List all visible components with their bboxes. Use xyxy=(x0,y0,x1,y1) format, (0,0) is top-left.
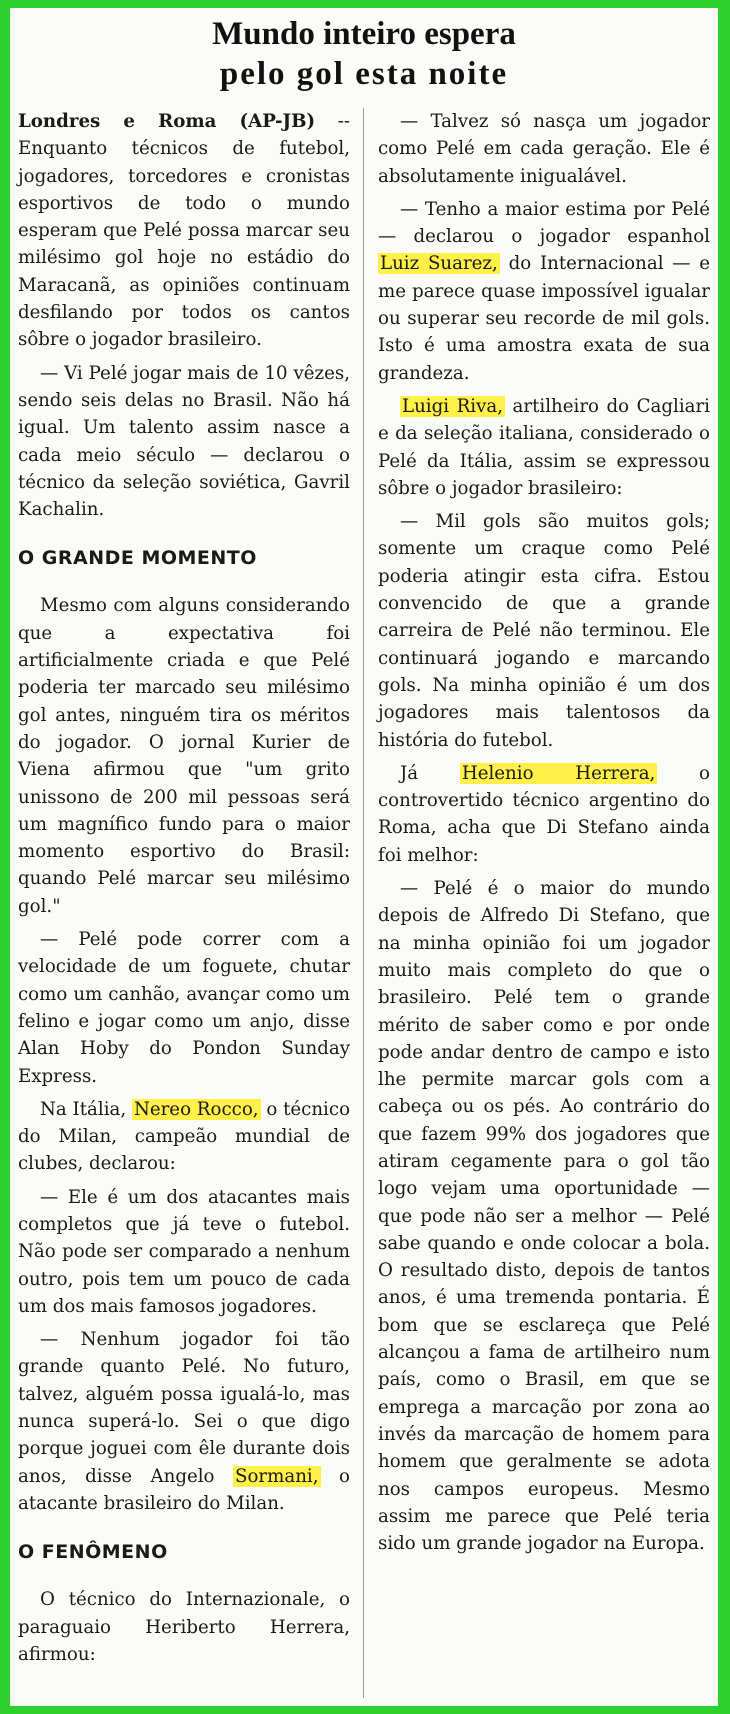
highlighted-name: Sormani, xyxy=(235,1465,319,1487)
paragraph-text: o controvertido técnico argentino do Roma, acha que Di Stefano ainda foi melhor: xyxy=(378,762,710,866)
paragraph-text: Já xyxy=(400,762,419,784)
paragraph: — Pelé é o maior do mundo depois de Alfredo Di Stefano, que na minha opinião foi um jogador muito mais completo do que o brasileiro. Pelé tem o grande mérito de saber como e por onde pode andar dentro de campo e isto lhe permite marcar gols com a cabeça ou os pés. Ao contrário do que fazem 99% dos jogadores que atiram cegamente para o gol tão logo vejam uma oportunidade — que pode não ser a melhor — Pelé sabe quando e onde colocar a bola. O resultado disto, depois de tantos anos, é uma tremenda pontaria. É bom que se esclareça que Pelé alcançou a fama de artilheiro num país, como o Brasil, em que se emprega a marcação por zona ao invés da marcação de homem para homem que geralmente se adota nos campos europeus. Mesmo assim me parece que Pelé teria sido um grande jogador na Europa. xyxy=(378,878,710,1555)
dateline: Londres e Roma (AP-JB) xyxy=(18,111,316,132)
paragraph xyxy=(18,108,350,354)
headline xyxy=(10,14,718,94)
paragraph: — Pelé pode correr com a velocidade de um foguete, chutar como um canhão, avançar como um felino e jogar como um anjo, disse Alan Hoby do Pondon Sunday Express. xyxy=(18,929,350,1087)
column-divider xyxy=(363,108,364,1698)
highlighted-name: Luiz Suarez, xyxy=(380,253,498,275)
paragraph-text: Na Itália, xyxy=(40,1098,127,1120)
section-heading: O FENÔMENO xyxy=(18,1541,168,1564)
headline-line-1: Mundo inteiro espera xyxy=(212,16,516,52)
newspaper-clipping xyxy=(10,8,718,1706)
highlighted-name: Luigi Riva, xyxy=(402,395,504,417)
paragraph-text: — Tenho a maior estima por Pelé — declarou o jogador espanhol xyxy=(378,198,710,248)
paragraph-text: do Internacional — e me parece quase impossível igualar ou superar seu recorde de mil gols. Isto é uma amostra exata de sua grandeza. xyxy=(378,253,710,384)
paragraph: Mesmo com alguns considerando que a expectativa foi artificialmente criada e que Pelé poderia ter marcado seu milésimo gol antes, ninguém tira os méritos do jogador. O jornal Kurier de Viena afirmou que "um grito unissono de 200 mil pessoas será um magnífico fundo para o maior momento esportivo do Brasil: quando Pelé marcar seu milésimo gol." xyxy=(18,595,350,917)
paragraph xyxy=(18,1326,350,1517)
paragraph-text: artilheiro do Cagliari e da seleção italiana, considerado o Pelé da Itália, assim se expressou sôbre o jogador brasileiro: xyxy=(378,395,710,499)
paragraph xyxy=(378,196,710,387)
paragraph-text: — Nenhum jogador foi tão grande quanto Pelé. No futuro, talvez, alguém possa igualá-lo, mas nunca superá-lo. Sei o que digo porque joguei com êle durante dois anos, disse Angelo xyxy=(18,1329,350,1487)
highlighted-name: Helenio Herrera, xyxy=(461,762,656,784)
paragraph: — Vi Pelé jogar mais de 10 vêzes, sendo seis delas no Brasil. Não há igual. Um talento assim nasce a cada meio século — declarou o técnico da seleção soviética, Gavril Kachalin. xyxy=(18,362,350,521)
paragraph: — Mil gols são muitos gols; somente um craque como Pelé poderia atingir esta cifra. Estou convencido de que a grande carreira de Pelé não terminou. Ele continuará jogando e marcando gols. Na minha opinião é um dos jogadores mais talentosos da história do futebol. xyxy=(378,511,710,751)
paragraph-text: -- Enquanto técnicos de futebol, jogadores, torcedores e cronistas esportivos de todo o mundo esperam que Pelé possa marcar seu milésimo gol hoje no estádio do Maracanã, as opiniões continuam desfilando por todos os cantos sôbre o jogador brasileiro. xyxy=(18,111,350,351)
paragraph xyxy=(18,1096,350,1178)
right-column xyxy=(378,108,710,1563)
left-column xyxy=(18,108,350,1674)
section-heading: O GRANDE MOMENTO xyxy=(18,547,257,570)
highlighted-name: Nereo Rocco, xyxy=(133,1098,259,1120)
paragraph-text: o técnico do Milan, campeão mundial de clubes, declarou: xyxy=(18,1098,351,1175)
paragraph xyxy=(378,760,710,869)
paragraph-text: o atacante brasileiro do Milan. xyxy=(18,1465,350,1514)
headline-line-2: pelo gol esta noite xyxy=(219,56,509,92)
paragraph: — Ele é um dos atacantes mais completos que já teve o futebol. Não pode ser comparado a nenhum outro, pois tem um pouco de cada um dos mais famosos jogadores. xyxy=(18,1186,350,1317)
paragraph xyxy=(378,393,710,502)
paragraph: — Talvez só nasça um jogador como Pelé em cada geração. Ele é absolutamente inigualável. xyxy=(378,111,710,187)
paragraph: O técnico do Internazionale, o paraguaio Heriberto Herrera, afirmou: xyxy=(18,1589,350,1665)
